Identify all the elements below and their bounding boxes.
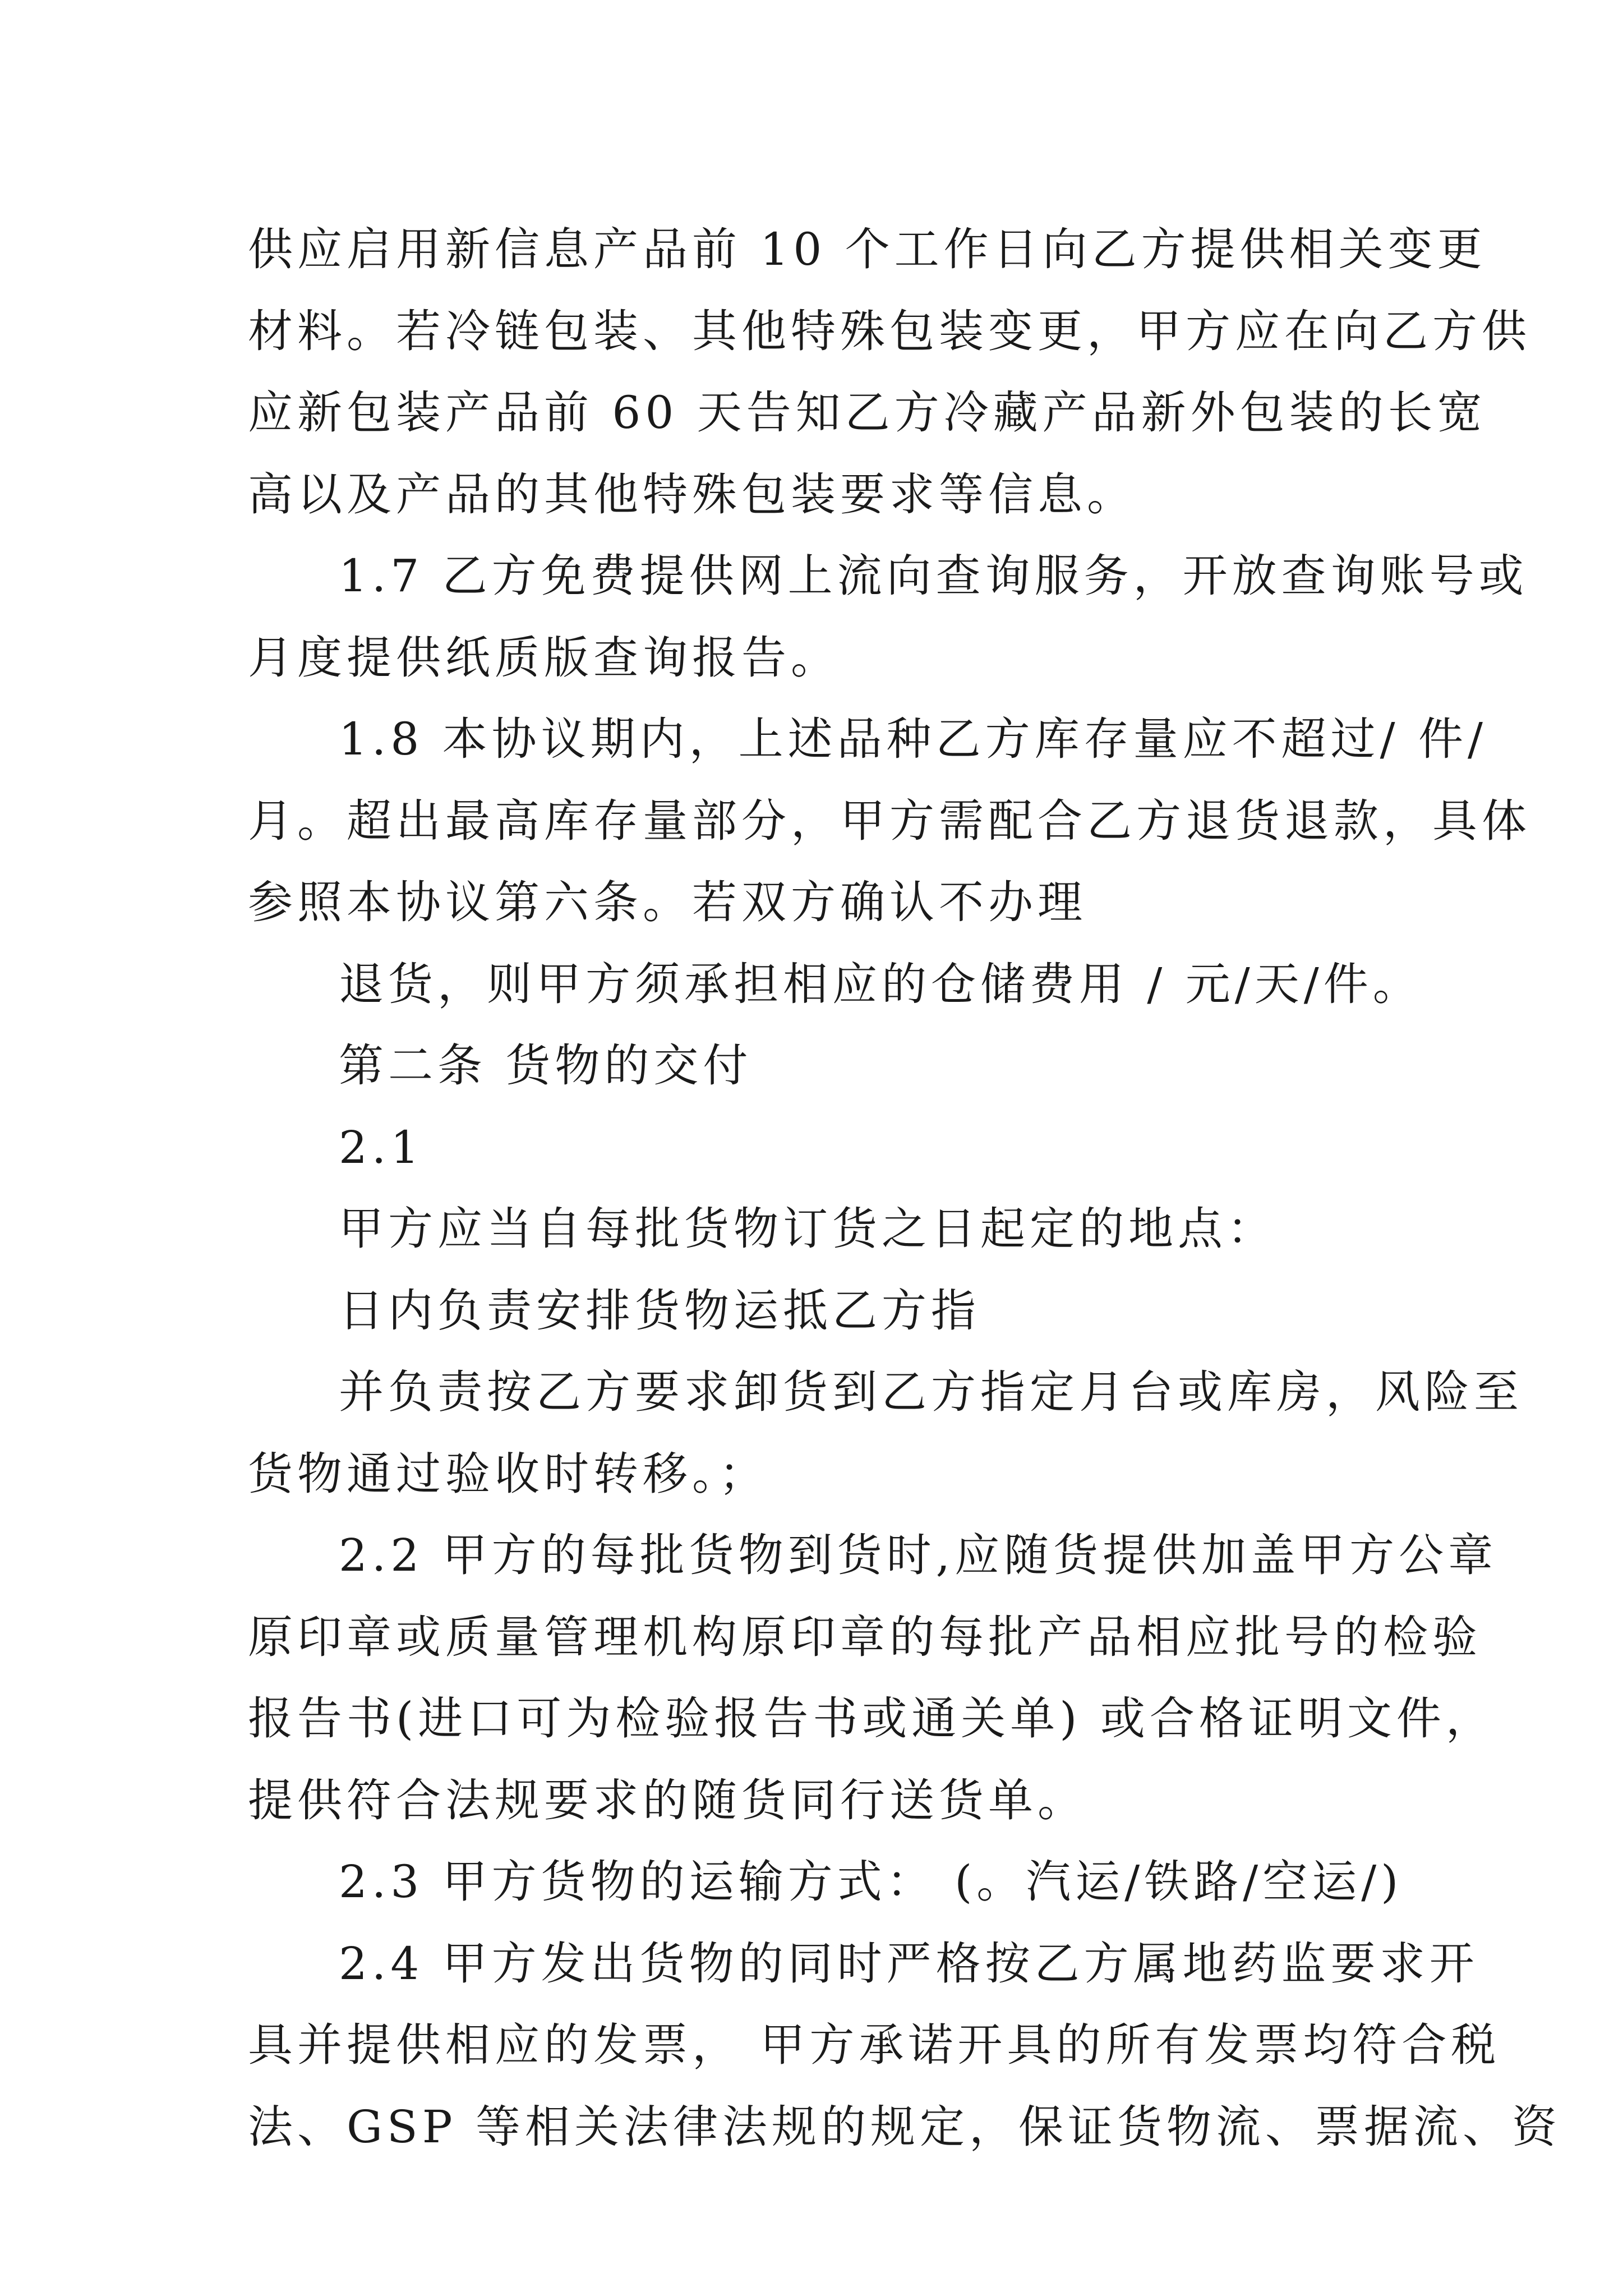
text-line: 并负责按乙方要求卸货到乙方指定月台或库房，风险至 bbox=[339, 1366, 1523, 1418]
text-line: 月。超出最高库存量部分，甲方需配合乙方退货退款，具体 bbox=[248, 794, 1531, 847]
section-heading: 第二条 货物的交付 bbox=[339, 1039, 753, 1092]
text-line: 供应启用新信息产品前 10 个工作日向乙方提供相关变更 bbox=[248, 223, 1487, 275]
text-line: 材料。若冷链包装、其他特殊包装变更，甲方应在向乙方供 bbox=[248, 305, 1531, 357]
text-line: 法、GSP 等相关法律法规的规定，保证货物流、票据流、资 bbox=[248, 2100, 1561, 2153]
text-line: 具并提供相应的发票， 甲方承诺开具的所有发票均符合税 bbox=[248, 2019, 1501, 2071]
text-line: 应新包装产品前 60 天告知乙方冷藏产品新外包装的长宽 bbox=[248, 386, 1487, 439]
text-line: 2.2 甲方的每批货物到货时,应随货提供加盖甲方公章 bbox=[339, 1529, 1498, 1581]
text-line: 高以及产品的其他特殊包装要求等信息。 bbox=[248, 468, 1136, 521]
text-line: 报告书(进口可为检验报告书或通关单) 或合格证明文件， bbox=[248, 1692, 1495, 1745]
text-line: 1.7 乙方免费提供网上流向查询服务，开放查询账号或 bbox=[339, 550, 1528, 602]
text-line: 日内负责安排货物运抵乙方指 bbox=[339, 1284, 980, 1337]
text-line: 参照本协议第六条。若双方确认不办理 bbox=[248, 876, 1087, 928]
text-line: 2.4 甲方发出货物的同时严格按乙方属地药监要求开 bbox=[339, 1937, 1479, 1990]
text-line: 货物通过验收时转移。； bbox=[248, 1447, 768, 1500]
text-line: 甲方应当自每批货物订货之日起定的地点： bbox=[339, 1203, 1276, 1255]
document-body bbox=[248, 209, 1561, 2168]
text-line: 2.3 甲方货物的运输方式： (。汽运/铁路/空运/) bbox=[339, 1856, 1403, 1908]
text-line: 2.1 bbox=[339, 1121, 424, 1174]
text-line: 退货，则甲方须承担相应的仓储费用 / 元/天/件。 bbox=[339, 958, 1422, 1010]
text-line: 月度提供纸质版查询报告。 bbox=[248, 631, 840, 684]
text-line: 原印章或质量管理机构原印章的每批产品相应批号的检验 bbox=[248, 1611, 1482, 1663]
text-line: 1.8 本协议期内，上述品种乙方库存量应不超过/ 件/ bbox=[339, 713, 1487, 765]
text-line: 提供符合法规要求的随货同行送货单。 bbox=[248, 1774, 1087, 1826]
